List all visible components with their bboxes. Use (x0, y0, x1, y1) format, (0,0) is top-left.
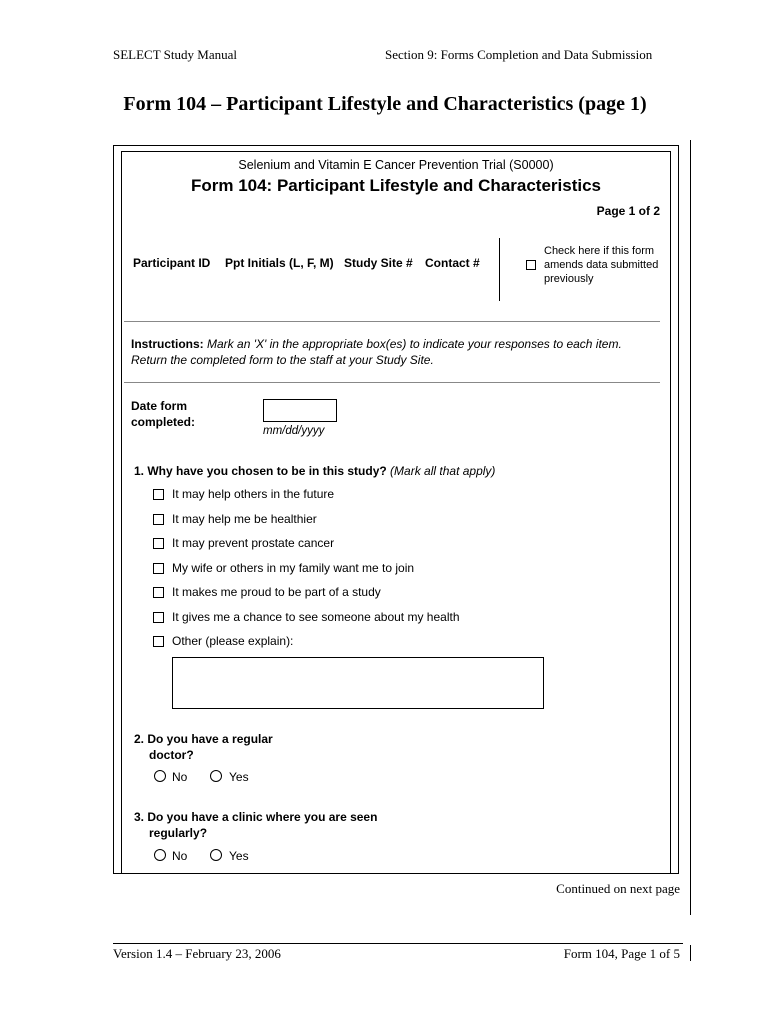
id-divider (499, 238, 500, 301)
q2-yes-label: Yes (229, 770, 249, 784)
footer-left: Version 1.4 – February 23, 2006 (113, 946, 281, 961)
form-title: Form 104: Participant Lifestyle and Characteristics (190, 176, 602, 195)
header-right: Section 9: Forms Completion and Data Submission (385, 47, 653, 62)
q1-option-checkbox[interactable] (153, 563, 164, 574)
q1-option-label: Other (please explain): (172, 634, 294, 648)
question-3: 3. Do you have a clinic where you are seen regularly? (134, 810, 378, 840)
question-2: 2. Do you have a regular doctor? (134, 732, 273, 762)
other-explain-input[interactable] (172, 657, 544, 709)
footer-right: Form 104, Page 1 of 5 (563, 946, 680, 961)
q1-option-label: It may help me be healthier (172, 512, 317, 526)
date-format-hint: mm/dd/yyyy (263, 425, 325, 437)
question-1: 1. Why have you chosen to be in this study? (Mark all that apply) (134, 464, 496, 478)
q3-no-label: No (172, 849, 188, 863)
footer-rule (113, 943, 683, 944)
trial-name: Selenium and Vitamin E Cancer Prevention Trial (S0000) (238, 158, 554, 172)
divider (124, 321, 660, 322)
q1-option-label: My wife or others in my family want me to join (172, 561, 415, 575)
ppt-initials-label: Ppt Initials (L, F, M) (225, 256, 334, 270)
q1-option-checkbox[interactable] (153, 612, 164, 623)
q2-yes-radio[interactable] (210, 770, 222, 782)
q3-no-radio[interactable] (154, 849, 166, 861)
q1-option-label: It gives me a chance to see someone about my health (172, 610, 460, 624)
q1-option-checkbox[interactable] (153, 636, 164, 647)
margin-line (690, 140, 691, 915)
q3-yes-radio[interactable] (210, 849, 222, 861)
divider (124, 382, 660, 383)
continued-note: Continued on next page (556, 881, 680, 896)
q1-option-checkbox[interactable] (153, 489, 164, 500)
date-label: Date form completed: (131, 399, 196, 429)
q3-yes-label: Yes (229, 849, 249, 863)
amend-checkbox[interactable] (526, 260, 536, 270)
q1-option-label: It may prevent prostate cancer (172, 536, 335, 550)
form-page-indicator: Page 1 of 2 (596, 204, 660, 218)
page-title: Form 104 – Participant Lifestyle and Characteristics (page 1) (123, 93, 647, 115)
date-input[interactable] (263, 399, 337, 422)
contact-label: Contact # (425, 256, 480, 270)
q1-option-checkbox[interactable] (153, 514, 164, 525)
q1-option-checkbox[interactable] (153, 587, 164, 598)
q1-option-checkbox[interactable] (153, 538, 164, 549)
study-site-label: Study Site # (344, 256, 413, 270)
instructions: Instructions: Mark an 'X' in the appropriate box(es) to indicate your responses to each item. Return the completed form to the staff at your Study Site. (131, 337, 622, 367)
margin-line-footer (690, 945, 691, 961)
participant-id-label: Participant ID (133, 256, 211, 270)
header-left: SELECT Study Manual (113, 47, 237, 62)
q1-option-label: It may help others in the future (172, 487, 335, 501)
q1-option-label: It makes me proud to be part of a study (172, 585, 381, 599)
amend-note: Check here if this form amends data submitted previously (544, 245, 659, 285)
q2-no-radio[interactable] (154, 770, 166, 782)
q2-no-label: No (172, 770, 188, 784)
